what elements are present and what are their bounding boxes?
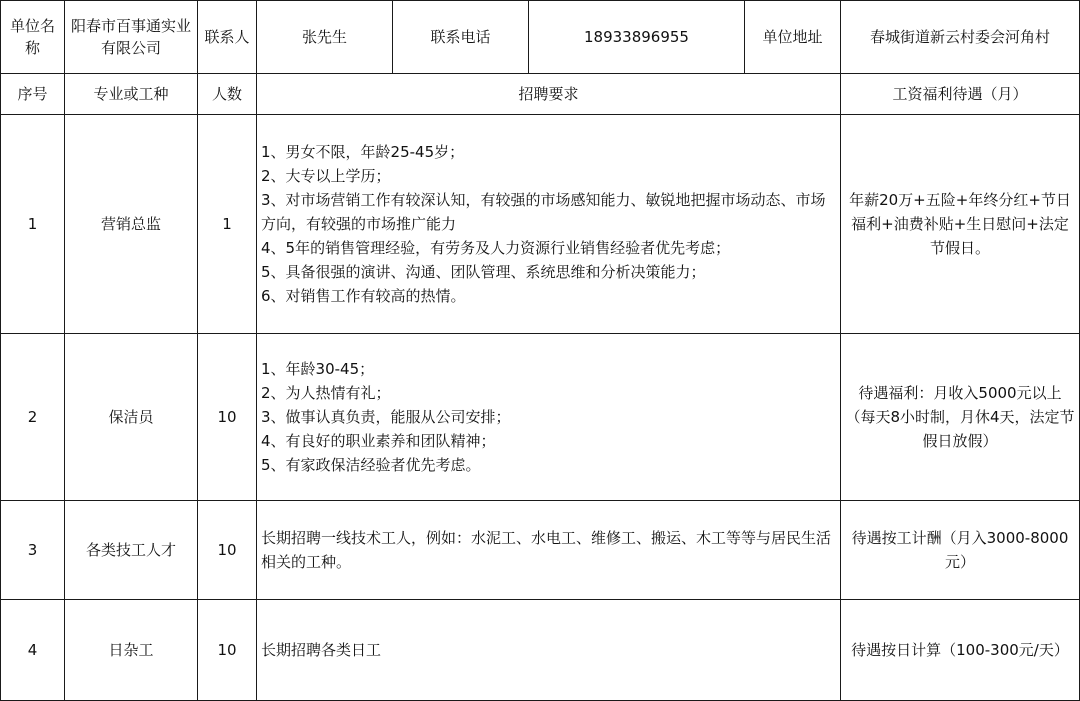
row-requirements — [257, 334, 841, 501]
requirement-line: 长期招聘一线技术工人，例如：水泥工、水电工、维修工、搬运、木工等等与居民生活相关的工种。 — [261, 529, 832, 571]
benefit-text: 待遇福利：月收入5000元以上（每天8小时制，月休4天，法定节假日放假） — [845, 384, 1075, 450]
row-benefits — [841, 600, 1080, 701]
row-index: 4 — [1, 600, 65, 701]
company-info-row — [1, 1, 1080, 74]
unit-name-label: 单位名称 — [1, 1, 65, 74]
benefit-text: 待遇按日计算（100-300元/天） — [851, 641, 1069, 659]
contact-label: 联系人 — [198, 1, 257, 74]
table-row — [1, 115, 1080, 334]
row-benefits — [841, 334, 1080, 501]
row-count: 10 — [198, 600, 257, 701]
row-position: 营销总监 — [65, 115, 198, 334]
requirement-line: 4、5年的销售管理经验，有劳务及人力资源行业销售经验者优先考虑； — [261, 239, 731, 257]
unit-name-value: 阳春市百事通实业有限公司 — [65, 1, 198, 74]
requirement-line: 3、做事认真负责，能服从公司安排； — [261, 408, 511, 426]
phone-value: 18933896955 — [529, 1, 745, 74]
row-count: 10 — [198, 334, 257, 501]
requirement-line: 5、有家政保洁经验者优先考虑。 — [261, 456, 481, 474]
column-header-position: 专业或工种 — [65, 74, 198, 115]
contact-value: 张先生 — [257, 1, 393, 74]
address-label: 单位地址 — [745, 1, 841, 74]
benefit-text: 待遇按工计酬（月入3000-8000元） — [851, 529, 1069, 571]
table-row — [1, 600, 1080, 701]
table-row — [1, 334, 1080, 501]
row-requirements — [257, 600, 841, 701]
row-benefits — [841, 501, 1080, 600]
column-header-index: 序号 — [1, 74, 65, 115]
phone-label: 联系电话 — [393, 1, 529, 74]
row-position: 各类技工人才 — [65, 501, 198, 600]
address-value: 春城街道新云村委会河角村 — [841, 1, 1080, 74]
requirement-line: 1、男女不限，年龄25-45岁； — [261, 143, 465, 161]
column-header-row — [1, 74, 1080, 115]
requirement-line: 1、年龄30-45； — [261, 360, 375, 378]
requirement-line: 6、对销售工作有较高的热情。 — [261, 287, 466, 305]
row-count: 10 — [198, 501, 257, 600]
column-header-requirements: 招聘要求 — [257, 74, 841, 115]
row-requirements — [257, 501, 841, 600]
requirement-line: 2、大专以上学历； — [261, 167, 391, 185]
column-header-count: 人数 — [198, 74, 257, 115]
requirement-line: 3、对市场营销工作有较深认知，有较强的市场感知能力、敏锐地把握市场动态、市场方向，有较强的市场推广能力 — [261, 191, 826, 233]
row-index: 2 — [1, 334, 65, 501]
row-benefits — [841, 115, 1080, 334]
requirement-line: 长期招聘各类日工 — [261, 641, 382, 659]
row-count: 1 — [198, 115, 257, 334]
table-row — [1, 501, 1080, 600]
column-header-benefits: 工资福利待遇（月） — [841, 74, 1080, 115]
row-index: 1 — [1, 115, 65, 334]
row-position: 日杂工 — [65, 600, 198, 701]
row-position: 保洁员 — [65, 334, 198, 501]
requirement-line: 2、为人热情有礼； — [261, 384, 391, 402]
requirement-line: 4、有良好的职业素养和团队精神； — [261, 432, 496, 450]
row-requirements — [257, 115, 841, 334]
benefit-text: 年薪20万+五险+年终分红+节日福利+油费补贴+生日慰问+法定节假日。 — [849, 191, 1071, 257]
requirement-line: 5、具备很强的演讲、沟通、团队管理、系统思维和分析决策能力； — [261, 263, 706, 281]
row-index: 3 — [1, 501, 65, 600]
